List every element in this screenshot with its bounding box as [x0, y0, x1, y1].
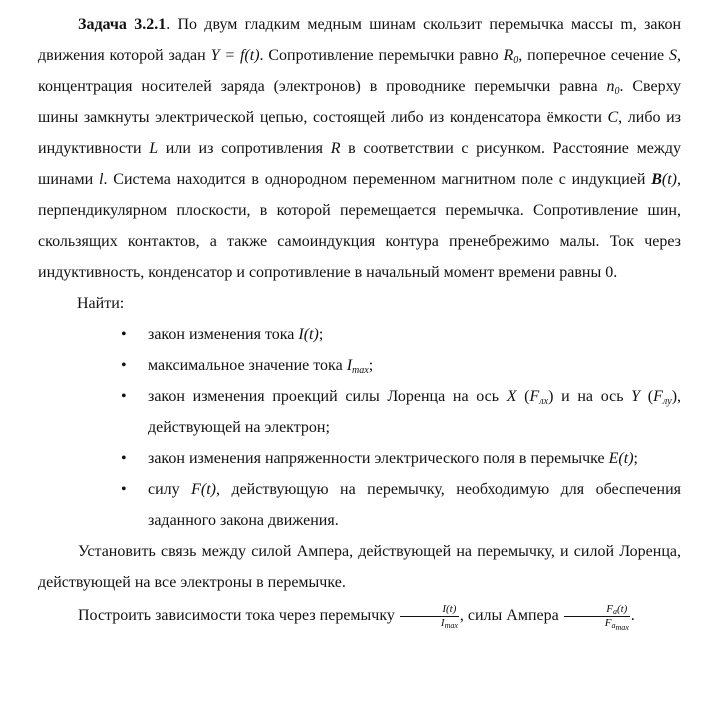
bullet-icon: •	[121, 450, 127, 467]
list-item: • закон изменения напряженности электрического поля в перемычке E(t);	[121, 443, 681, 474]
list-item: • силу F(t), действующую на перемычку, необходимую для обеспечения заданного закона движения.	[121, 474, 681, 536]
ampere-force-ratio-fraction: $\frac{F_a(t)}{F_{a_{max}}}$	[564, 603, 630, 630]
motion-law: Y = f(t)	[210, 47, 260, 64]
bullet-icon: •	[121, 388, 127, 405]
bullet-icon: •	[121, 326, 127, 343]
current-ratio-fraction: $\frac{I(t)}{I_{max}}$	[400, 603, 459, 630]
bullet-icon: •	[121, 357, 127, 374]
problem-label: Задача 3.2.1	[78, 16, 167, 33]
list-item: • максимальное значение тока $I_{max}$;	[121, 350, 681, 381]
list-item: • закон изменения проекций силы Лоренца на ось X $(F_{лx})$ и на ось Y $(F_{лy})$, действующей на электрон;	[121, 381, 681, 443]
task-list	[38, 319, 681, 536]
bullet-icon: •	[121, 481, 127, 498]
find-heading: Найти:	[77, 295, 125, 312]
problem-statement: Задача 3.2.1. По двум гладким медным шинам скользит перемычка массы m, закон движения которой задан Y = f(t). Сопротивление перемычки равно $R_0$, поперечное сечение S, концентрация носителей заряда (электронов) в проводнике перемычки равна $n_0$. Сверху шины замкнуты электрической цепью, состоящей либо из конденсатора ёмкости C, либо из индуктивности L или из сопротивления R в соответствии с рисунком. Расстояние между шинами l. Система находится в однородном переменном магнитном поле с индукцией B(t), перпендикулярном плоскости, в которой перемещается перемычка. Сопротивление шин, скользящих контактов, а также самоиндукция контура пренебрежимо малы. Ток через индуктивность, конденсатор и сопротивление в начальный момент времени равны 0.	[38, 16, 682, 281]
list-item: • закон изменения тока I(t);	[121, 319, 681, 350]
plot-paragraph: Построить зависимости тока через перемычку $\frac{I(t)}{I_{max}}$ , силы Ампера $\frac{F_a(t)}{F_{a_{max}}}$ .	[78, 602, 635, 632]
relation-paragraph: Установить связь между силой Ампера, действующей на перемычку, и силой Лоренца, действующей на все электроны в перемычке.	[38, 543, 681, 591]
